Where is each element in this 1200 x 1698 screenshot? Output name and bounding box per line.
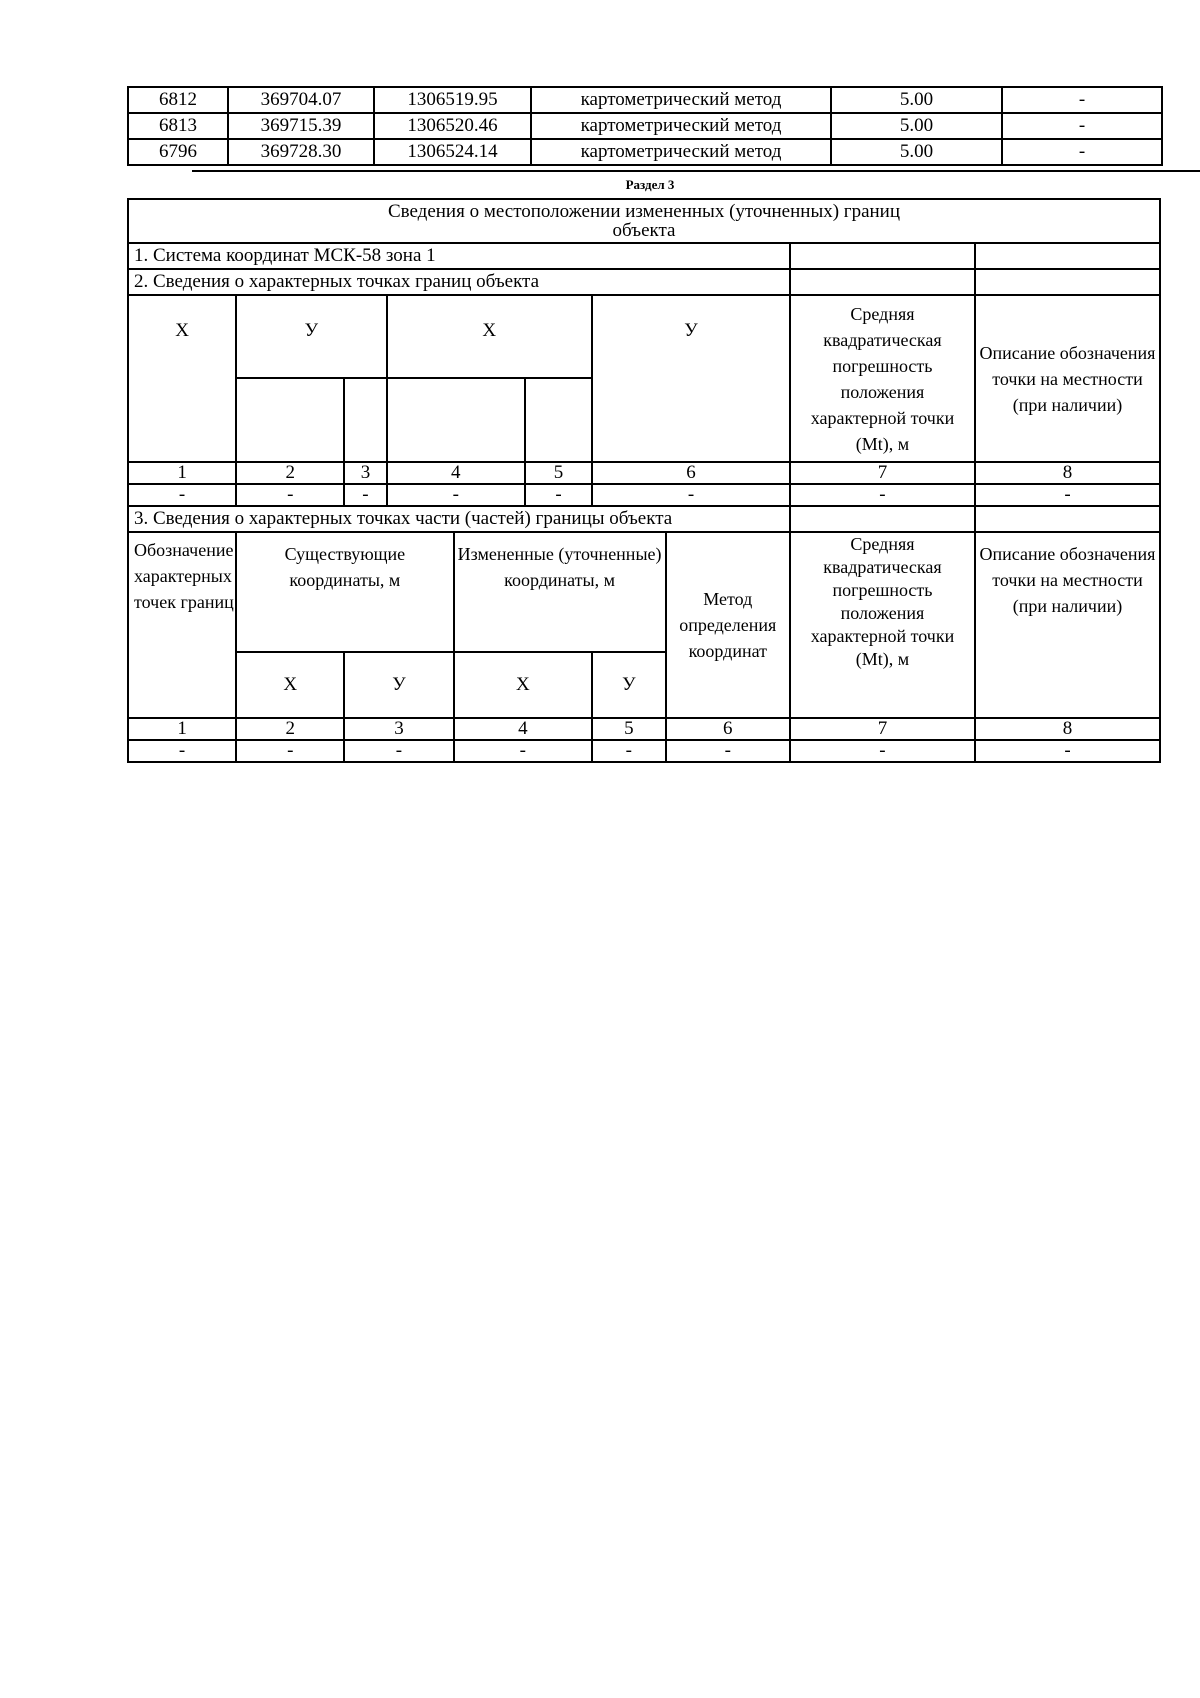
value-cell: - xyxy=(975,740,1160,762)
col-number: 6 xyxy=(592,462,790,484)
value-cell: - xyxy=(790,740,975,762)
divider-line xyxy=(192,170,1200,172)
value-cell: - xyxy=(592,484,790,506)
method: картометрический метод xyxy=(531,139,831,165)
mt-value: 5.00 xyxy=(831,87,1002,113)
description: - xyxy=(1002,113,1162,139)
header-y1: У xyxy=(344,652,453,718)
part2-header-row xyxy=(128,295,1160,378)
section3-table xyxy=(127,198,1161,763)
empty-cell xyxy=(525,378,592,462)
header-y1: У xyxy=(236,295,386,378)
description: - xyxy=(1002,139,1162,165)
part3-values-row xyxy=(128,740,1160,762)
part3-numbers-row xyxy=(128,718,1160,740)
value-cell: - xyxy=(666,740,790,762)
col-number: 8 xyxy=(975,462,1160,484)
point-number: 6796 xyxy=(128,139,228,165)
header-mt: Средняя квадратическая погрешность положения характерной точки (Mt), м xyxy=(790,532,975,718)
col-number: 4 xyxy=(454,718,592,740)
header-x1: X xyxy=(236,652,344,718)
value-cell: - xyxy=(975,484,1160,506)
value-cell: - xyxy=(525,484,592,506)
header-existing: Существующие координаты, м xyxy=(236,532,453,652)
section-heading xyxy=(128,199,1160,243)
mt-value: 5.00 xyxy=(831,113,1002,139)
part3-title: 3. Сведения о характерных точках части (частей) границы объекта xyxy=(128,506,790,532)
col-number: 4 xyxy=(387,462,525,484)
method: картометрический метод xyxy=(531,113,831,139)
col-number: 6 xyxy=(666,718,790,740)
empty-cell xyxy=(975,269,1160,295)
header-x1: X xyxy=(128,295,236,462)
value-cell: - xyxy=(128,740,236,762)
heading-row xyxy=(128,199,1160,243)
col-number: 8 xyxy=(975,718,1160,740)
coord-y: 1306519.95 xyxy=(374,87,531,113)
value-cell: - xyxy=(128,484,236,506)
col-number: 5 xyxy=(525,462,592,484)
coord-system-row xyxy=(128,243,1160,269)
description: - xyxy=(1002,87,1162,113)
value-cell: - xyxy=(236,484,344,506)
part3-header-row xyxy=(128,532,1160,652)
empty-cell xyxy=(790,506,975,532)
col-number: 3 xyxy=(344,718,453,740)
col-number: 7 xyxy=(790,718,975,740)
col-number: 2 xyxy=(236,462,344,484)
table-row xyxy=(128,139,1162,165)
value-cell: - xyxy=(592,740,666,762)
coord-x: 369704.07 xyxy=(228,87,374,113)
value-cell: - xyxy=(790,484,975,506)
header-desc: Описание обозначения точки на местности (при наличии) xyxy=(975,295,1160,462)
header-x2: X xyxy=(387,295,593,378)
coord-y: 1306520.46 xyxy=(374,113,531,139)
heading-line-2: объекта xyxy=(612,220,676,241)
col-number: 2 xyxy=(236,718,344,740)
method: картометрический метод xyxy=(531,87,831,113)
point-number: 6813 xyxy=(128,113,228,139)
col-number: 1 xyxy=(128,718,236,740)
value-cell: - xyxy=(344,484,386,506)
header-y2: У xyxy=(592,652,666,718)
coord-x: 369728.30 xyxy=(228,139,374,165)
empty-cell xyxy=(344,378,386,462)
header-method: Метод определения координат xyxy=(666,532,790,718)
empty-cell xyxy=(975,506,1160,532)
header-desc: Описание обозначения точки на местности (при наличии) xyxy=(975,532,1160,718)
mt-value: 5.00 xyxy=(831,139,1002,165)
coordinates-table xyxy=(127,86,1163,166)
coord-system: 1. Система координат МСК-58 зона 1 xyxy=(128,243,790,269)
empty-cell xyxy=(790,269,975,295)
value-cell: - xyxy=(454,740,592,762)
value-cell: - xyxy=(387,484,525,506)
col-number: 3 xyxy=(344,462,386,484)
empty-cell xyxy=(790,243,975,269)
coord-x: 369715.39 xyxy=(228,113,374,139)
table-row xyxy=(128,87,1162,113)
value-cell: - xyxy=(344,740,453,762)
part3-title-row xyxy=(128,506,1160,532)
empty-cell xyxy=(387,378,525,462)
header-point: Обозначение характерных точек границ xyxy=(128,532,236,718)
point-number: 6812 xyxy=(128,87,228,113)
header-changed: Измененные (уточненные) координаты, м xyxy=(454,532,666,652)
header-mt: Средняя квадратическая погрешность положения характерной точки (Mt), м xyxy=(790,295,975,462)
section-title: Раздел 3 xyxy=(625,177,675,192)
empty-cell xyxy=(236,378,344,462)
empty-cell xyxy=(975,243,1160,269)
coord-y: 1306524.14 xyxy=(374,139,531,165)
part2-title: 2. Сведения о характерных точках границ объекта xyxy=(128,269,790,295)
part2-values-row xyxy=(128,484,1160,506)
value-cell: - xyxy=(236,740,344,762)
header-x2: X xyxy=(454,652,592,718)
header-y2: У xyxy=(592,295,790,462)
col-number: 1 xyxy=(128,462,236,484)
part2-title-row xyxy=(128,269,1160,295)
table-row xyxy=(128,113,1162,139)
col-number: 7 xyxy=(790,462,975,484)
heading-line-1: Сведения о местоположении измененных (уточненных) границ xyxy=(387,201,901,222)
part2-numbers-row xyxy=(128,462,1160,484)
col-number: 5 xyxy=(592,718,666,740)
